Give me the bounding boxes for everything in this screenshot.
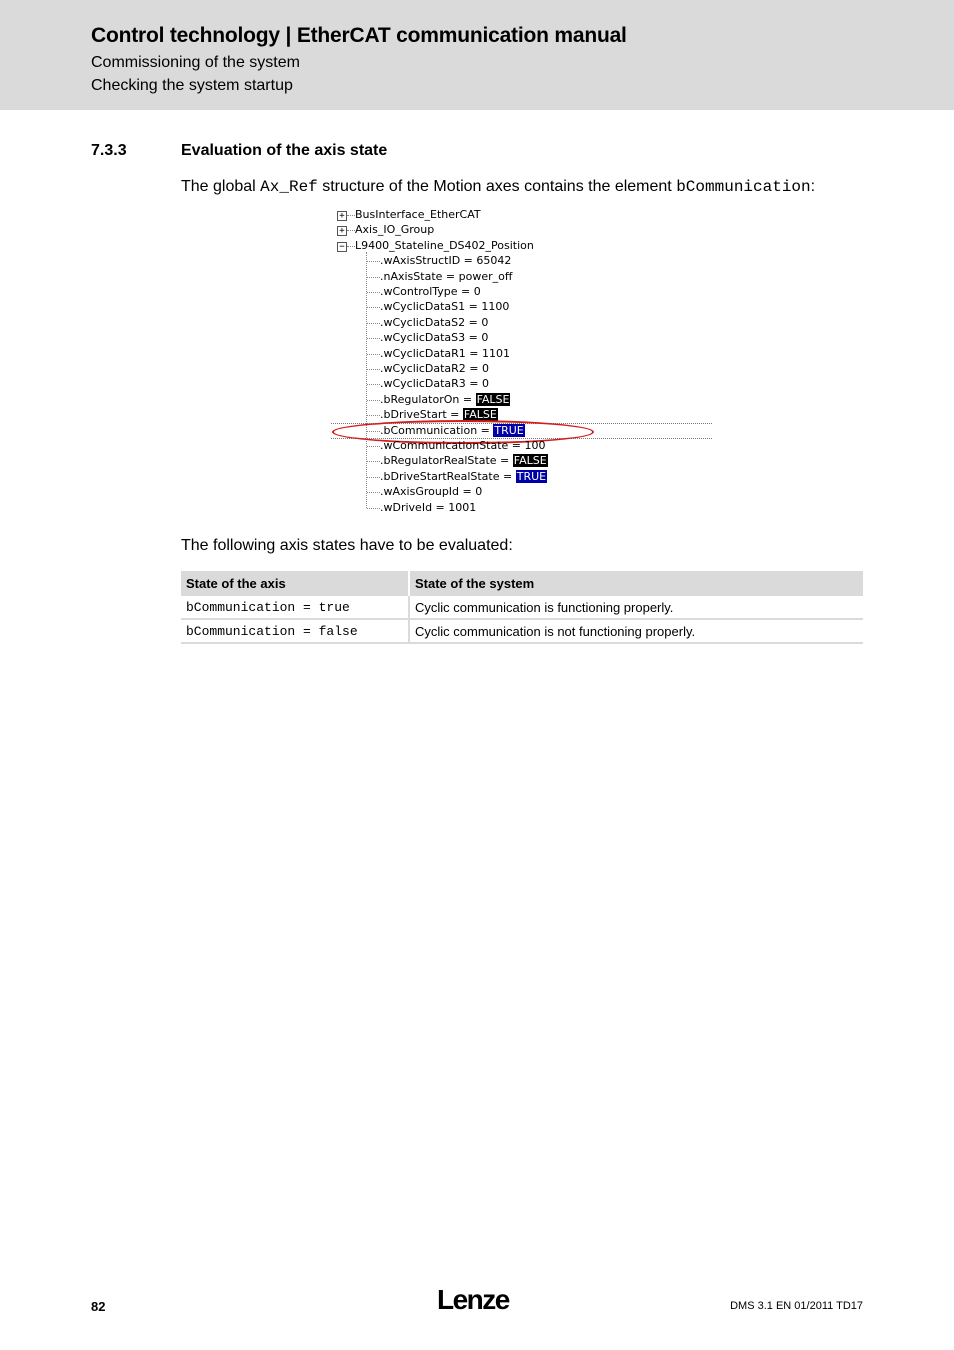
tree-leaf[interactable] <box>380 377 489 391</box>
axis-state-table <box>181 571 863 644</box>
tree-leaf[interactable] <box>380 347 510 361</box>
tree-connector <box>367 338 380 339</box>
intro-paragraph <box>181 178 815 196</box>
tree-leaf[interactable] <box>380 254 511 268</box>
tree-leaf[interactable] <box>380 285 481 299</box>
table-row <box>181 596 863 619</box>
system-state-cell: Cyclic communication is functioning properly. <box>409 596 863 619</box>
tree-leaf-label: .wAxisStructID = 65042 <box>380 254 512 268</box>
tree-leaf-label: .wCyclicDataR2 = 0 <box>380 362 490 375</box>
table-row <box>181 619 863 643</box>
page-header <box>0 0 954 110</box>
manual-title: Control technology | EtherCAT communication manual <box>91 24 627 47</box>
tree-leaf-label: .bDriveStart = <box>380 408 463 422</box>
tree-connector <box>367 261 380 262</box>
tree-leaf-label: .wCyclicDataR3 = 0 <box>380 377 490 391</box>
tree-connector <box>367 477 380 478</box>
section-title: Evaluation of the axis state <box>181 142 388 159</box>
tree-connector <box>367 323 380 324</box>
lenze-logo: Lenze <box>437 1284 509 1315</box>
tree-connector <box>367 492 380 493</box>
column-header-system-state: State of the system <box>409 571 863 596</box>
document-info: DMS 3.1 EN 01/2011 TD17 <box>730 1300 863 1312</box>
tree-leaf-value: TRUE <box>494 423 524 437</box>
tree-leaf-label: .wDriveId = 1001 <box>380 500 477 514</box>
tree-connector <box>367 384 380 385</box>
tree-leaf[interactable] <box>380 454 548 468</box>
tree-leaf-label: .wCyclicDataS2 = 0 <box>380 315 489 329</box>
page-number: 82 <box>91 1299 106 1314</box>
intro-code-bcommunication: bCommunication <box>676 178 811 196</box>
intro-text-1: The global <box>181 178 261 195</box>
axis-states-intro: The following axis states have to be evaluated: <box>181 537 513 554</box>
tree-leaf[interactable] <box>380 362 489 376</box>
tree-connector <box>367 400 380 401</box>
tree-leaf-label: .wCyclicDataS3 = 0 <box>380 331 489 345</box>
tree-leaf-label: .wCyclicDataR1 = 1101 <box>380 346 511 360</box>
tree-connector <box>367 508 380 509</box>
tree-leaf-label: .bDriveStartRealState = <box>380 469 516 483</box>
table-header-row <box>181 571 863 596</box>
tree-node[interactable]: BusInterface_EtherCAT <box>355 208 481 221</box>
tree-connector <box>366 252 367 507</box>
tree-connector <box>367 307 380 308</box>
tree-leaf-label: .wAxisGroupId = 0 <box>380 485 483 499</box>
tree-leaf-value: TRUE <box>516 469 547 483</box>
tree-leaf[interactable] <box>380 270 512 284</box>
tree-leaf-value: FALSE <box>463 408 497 422</box>
tree-expander-icon[interactable]: + <box>337 226 347 236</box>
tree-leaf-label: .wControlType = 0 <box>380 285 481 298</box>
axis-state-cell: bCommunication = true <box>181 596 409 619</box>
tree-leaf[interactable] <box>380 470 547 484</box>
tree-leaf[interactable] <box>380 439 546 453</box>
column-header-axis-state: State of the axis <box>181 571 409 596</box>
section-number: 7.3.3 <box>91 142 127 159</box>
intro-text-3: : <box>810 178 816 195</box>
tree-leaf[interactable] <box>380 485 482 499</box>
axis-struct-tree-view <box>331 206 712 520</box>
tree-connector <box>347 215 355 216</box>
tree-connector <box>367 446 380 447</box>
tree-expander-icon[interactable]: + <box>337 211 347 221</box>
tree-connector <box>347 246 355 247</box>
breadcrumb-chapter: Commissioning of the system <box>91 54 300 71</box>
breadcrumb-section: Checking the system startup <box>91 77 293 94</box>
tree-leaf-label: .wCyclicDataS1 = 1100 <box>380 300 510 314</box>
tree-connector <box>367 369 380 370</box>
tree-leaf-value: FALSE <box>476 392 510 406</box>
tree-connector <box>367 277 380 278</box>
intro-text-2: structure of the Motion axes contains the element <box>317 178 677 195</box>
tree-leaf[interactable] <box>380 331 488 345</box>
tree-node[interactable]: L9400_Stateline_DS402_Position <box>355 238 534 252</box>
tree-leaf-label: .wCommunicationState = 100 <box>380 439 546 452</box>
tree-leaf-label: .bCommunication = <box>380 423 494 437</box>
tree-leaf-label: .bRegulatorOn = <box>380 392 476 406</box>
axis-state-cell: bCommunication = false <box>181 619 409 643</box>
tree-leaf-label: .bRegulatorRealState = <box>380 454 513 468</box>
tree-leaf[interactable] <box>380 501 476 515</box>
tree-connector <box>367 354 380 355</box>
tree-connector <box>347 230 355 231</box>
tree-leaf[interactable] <box>380 300 509 314</box>
tree-leaf-value: FALSE <box>513 454 547 468</box>
tree-leaf[interactable] <box>380 393 510 407</box>
intro-code-ax-ref: Ax_Ref <box>260 178 318 196</box>
tree-leaf-label: .nAxisState = power_off <box>380 269 513 283</box>
tree-connector <box>367 292 380 293</box>
tree-connector <box>367 415 380 416</box>
tree-node[interactable]: Axis_IO_Group <box>355 223 435 237</box>
tree-expander-icon[interactable]: − <box>337 242 347 252</box>
system-state-cell: Cyclic communication is not functioning properly. <box>409 619 863 643</box>
tree-connector <box>367 461 380 462</box>
tree-leaf[interactable] <box>380 316 488 330</box>
